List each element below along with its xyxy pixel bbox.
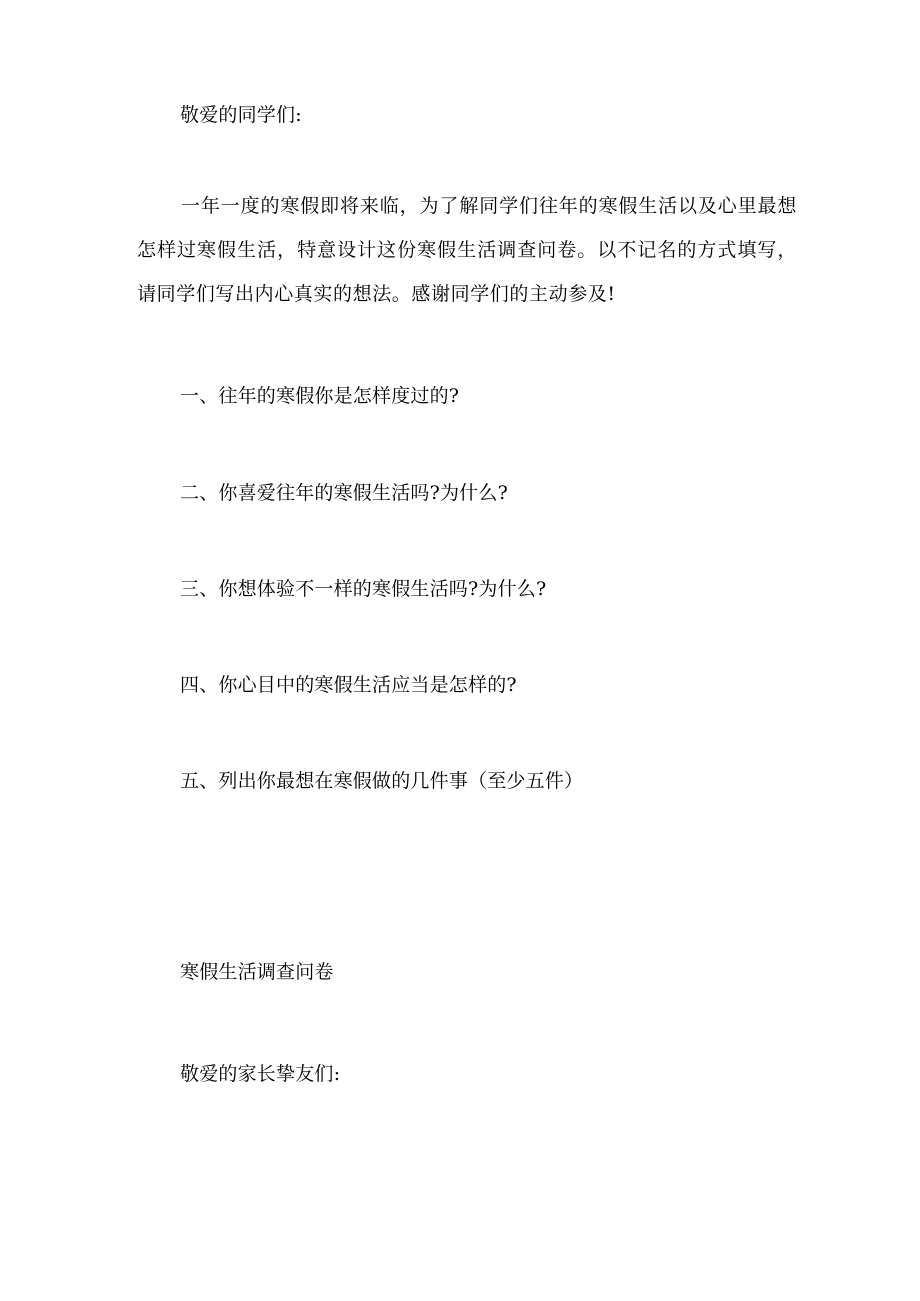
question-2: 二、你喜爱往年的寒假生活吗?为什么? — [180, 482, 508, 504]
student-greeting: 敬爱的同学们: — [180, 104, 302, 126]
intro-paragraph: 一年一度的寒假即将来临，为了解同学们往年的寒假生活以及心里最想怎样过寒假生活，特意设计这份寒假生活调查问卷。以不记名的方式填写，请同学们写出内心真实的想法。感谢同学们的主动参及! — [137, 195, 797, 305]
question-3: 三、你想体验不一样的寒假生活吗?为什么? — [180, 578, 547, 600]
second-questionnaire-title: 寒假生活调查问卷 — [180, 961, 334, 983]
question-5: 五、列出你最想在寒假做的几件事（至少五件） — [180, 770, 584, 792]
question-4: 四、你心目中的寒假生活应当是怎样的? — [180, 674, 517, 696]
parent-greeting: 敬爱的家长挚友们: — [180, 1063, 341, 1085]
question-1: 一、往年的寒假你是怎样度过的? — [180, 385, 460, 407]
